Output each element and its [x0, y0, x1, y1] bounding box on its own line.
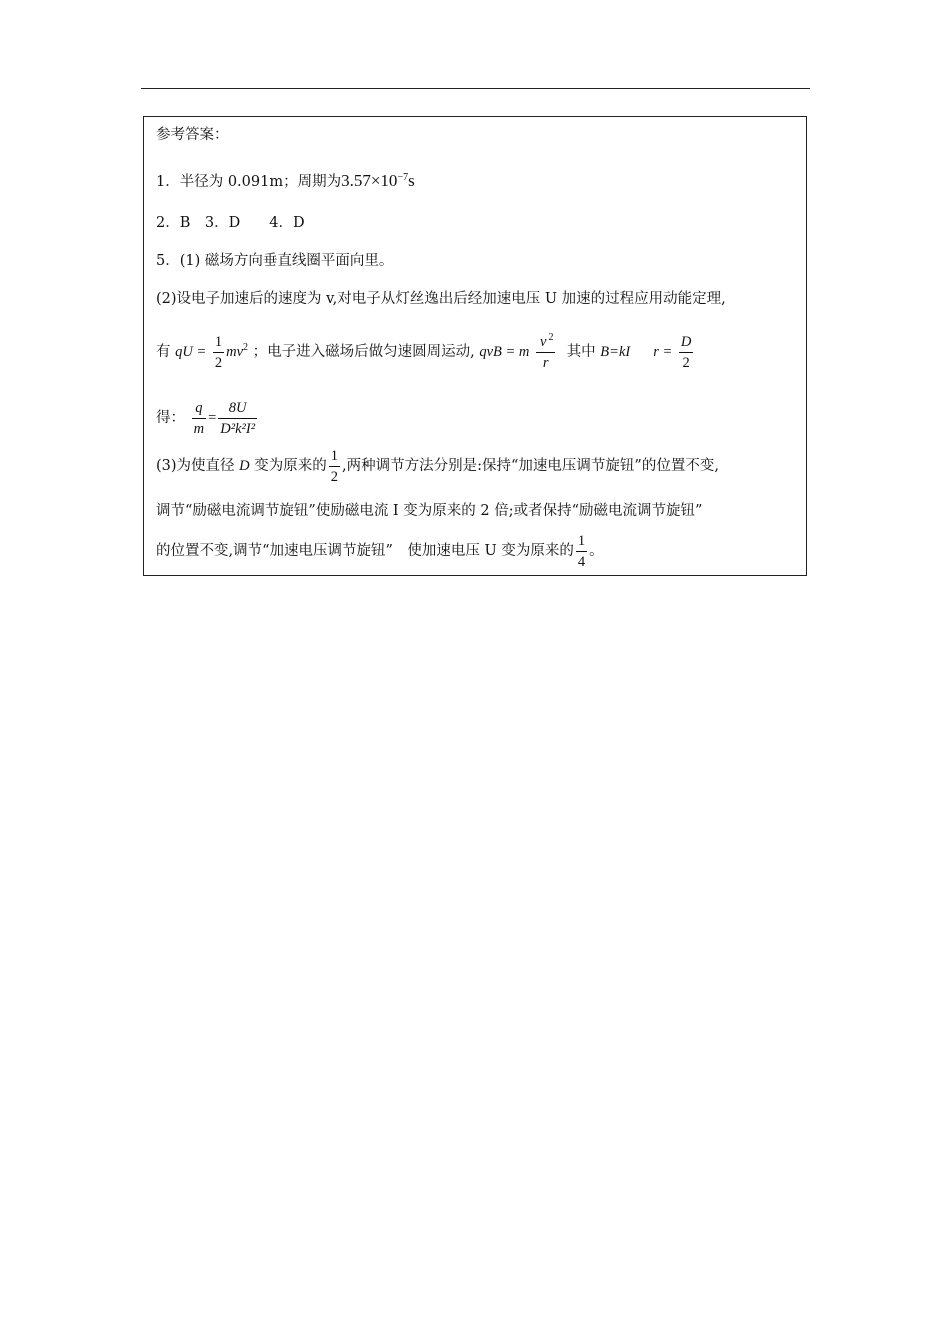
answer-5-1: 5．(1) 磁场方向垂直线圈平面向里。	[156, 253, 394, 269]
fraction-v2-r	[536, 332, 555, 373]
frac-v: v	[540, 333, 547, 350]
eq-square: 2	[243, 342, 249, 354]
frac-2: 2	[682, 354, 690, 371]
frac-8U: 8U	[218, 398, 257, 419]
frac-1b: 1	[576, 531, 587, 552]
ratio-prefix: 得：	[156, 410, 185, 426]
answer-5-3-line-3	[156, 529, 604, 573]
eq-qU: qU =	[175, 344, 207, 360]
header-rule	[141, 88, 810, 89]
answer-1	[156, 172, 415, 191]
fraction-one-half	[329, 446, 340, 487]
answer-5-3-line-2: 调节“励磁电流调节旋钮”使励磁电流 I 变为原来的 2 倍;或者保持“励磁电流调节旋钮”	[156, 503, 703, 519]
eq-mv: mv	[226, 344, 244, 360]
answer-5-charge-ratio	[156, 396, 259, 440]
answer-1-unit: s	[408, 171, 415, 190]
eq-r: r =	[653, 344, 673, 360]
fraction-half	[213, 332, 224, 373]
answer-2-4: 2．B 3．D 4．D	[156, 215, 305, 231]
fraction-8U	[218, 398, 257, 439]
frac-D: D	[679, 332, 693, 353]
a53-D: D	[239, 458, 250, 474]
frac-4: 4	[577, 553, 586, 570]
ratio-equals: =	[208, 410, 217, 426]
a53-text1: (3)为使直径	[156, 458, 235, 474]
eq-where: 其中	[566, 344, 596, 360]
answer-5-2-equation	[156, 330, 695, 374]
a53-text2: 变为原来的	[254, 458, 327, 474]
frac-v2	[536, 332, 555, 353]
answer-5-3-line-1	[156, 444, 719, 488]
frac-m: m	[193, 420, 205, 437]
a53-line3: 的位置不变,调节“加速电压调节旋钮” 使加速电压 U 变为原来的	[156, 543, 574, 559]
eq-mid-text: ；电子进入磁场后做匀速圆周运动,	[252, 344, 475, 360]
frac-den: 2	[214, 354, 223, 371]
frac-2b: 2	[330, 468, 338, 485]
eq-prefix: 有	[156, 344, 171, 360]
eq-B-kI: B=kI	[600, 344, 631, 360]
a53-text3: ,两种调节方法分别是:保持“加速电压调节旋钮”的位置不变,	[342, 458, 719, 474]
frac-num: 1	[213, 332, 224, 353]
frac-v-square: 2	[548, 331, 554, 343]
frac-q: q	[192, 398, 206, 419]
frac-D2k2I2: D²k²I²	[220, 420, 256, 437]
answer-box	[143, 116, 807, 576]
fraction-q-m	[192, 398, 206, 439]
answer-5-2-text: (2)设电子加速后的速度为 v,对电子从灯丝逸出后经加速电压 U 加速的过程应用动能定理,	[156, 291, 726, 307]
answer-1-label: 1．半径为 0.091m；周期为	[156, 174, 342, 190]
answer-title: 参考答案：	[156, 127, 229, 143]
fraction-one-quarter	[576, 531, 587, 572]
a53-end: 。	[589, 543, 604, 559]
fraction-D-2	[679, 332, 693, 373]
answer-1-exp: −7	[397, 172, 409, 184]
frac-r: r	[542, 354, 549, 371]
answer-1-value: 3.57×10	[341, 171, 398, 190]
frac-1: 1	[329, 446, 340, 467]
eq-qvB: qvB = m	[479, 344, 530, 360]
